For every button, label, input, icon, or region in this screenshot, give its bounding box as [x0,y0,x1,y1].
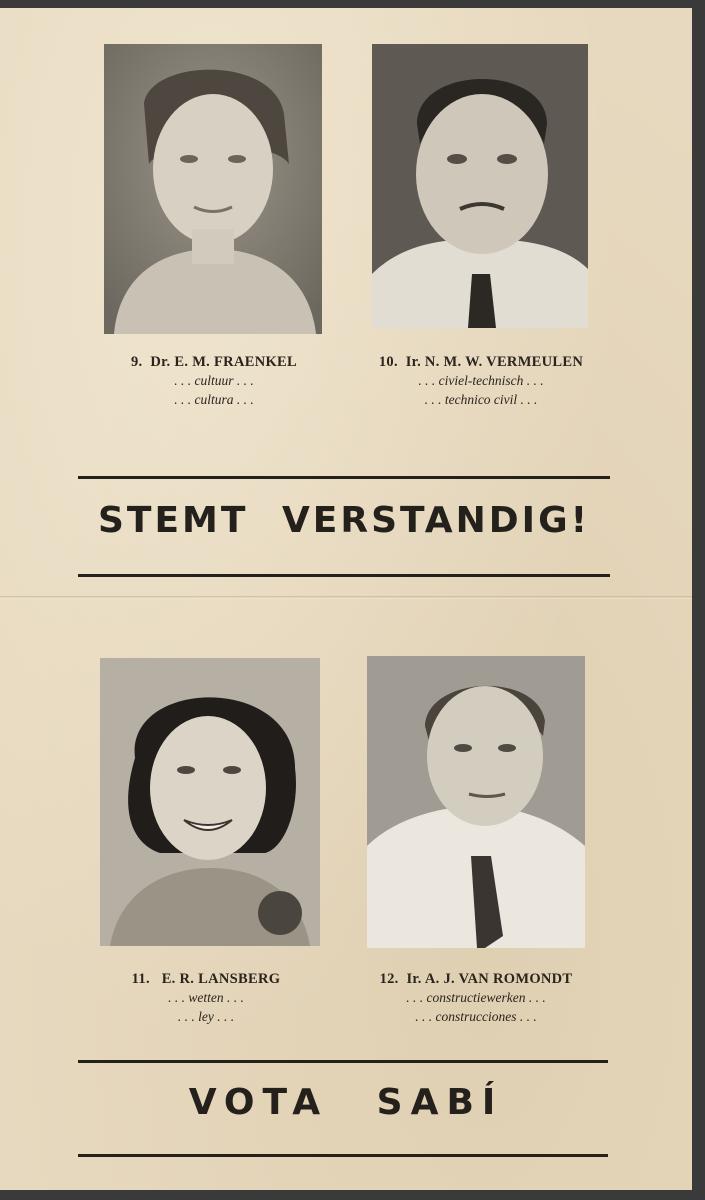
fold-crease [0,596,692,599]
slogan-papiamento: VOTA SABÍ [188,1082,504,1123]
candidate-12-number: 12. [379,971,399,987]
top-slogan-upper-rule [78,476,610,479]
candidate-10-caption [350,354,612,409]
candidate-9-caption [104,354,324,409]
candidate-12-name-line [348,971,604,988]
candidate-9-name: Dr. E. M. FRAENKEL [150,354,297,370]
candidate-12-name: Ir. A. J. VAN ROMONDT [406,971,573,987]
candidate-11-name: E. R. LANSBERG [161,971,281,987]
portrait-lansberg [100,658,320,946]
top-slogan-lower-rule [78,574,610,577]
bottom-slogan-upper-rule [78,1060,608,1063]
candidate-9-number: 9. [131,354,143,370]
candidate-12-role-papiamento: . . . construcciones . . . [415,1009,537,1024]
portrait-vermeulen [372,44,588,328]
candidate-11-number: 11. [131,971,150,987]
portrait-van-romondt [367,656,585,948]
candidate-12-caption [348,971,604,1026]
candidate-10-role-dutch: . . . civiel-technisch . . . [418,373,544,388]
candidate-10-number: 10. [378,354,398,370]
candidate-11-caption [96,971,316,1026]
candidate-9-role-dutch: . . . cultuur . . . [174,373,254,388]
slogan-dutch: STEMT VERSTANDIG! [97,500,591,541]
candidate-10-role-papiamento: . . . technico civil . . . [424,392,538,407]
candidate-11-name-line [96,971,316,988]
candidate-10-name: Ir. N. M. W. VERMEULEN [405,354,584,370]
candidate-9-role-papiamento: . . . cultura . . . [174,392,254,407]
candidate-12-role-dutch: . . . constructiewerken . . . [406,990,546,1005]
flyer-sheet [0,8,692,1190]
candidate-10-name-line [350,354,612,371]
bottom-slogan-lower-rule [78,1154,608,1157]
candidate-9-name-line [104,354,324,371]
candidate-11-role-papiamento: . . . ley . . . [177,1009,235,1024]
candidate-11-role-dutch: . . . wetten . . . [168,990,244,1005]
portrait-fraenkel [104,44,322,334]
